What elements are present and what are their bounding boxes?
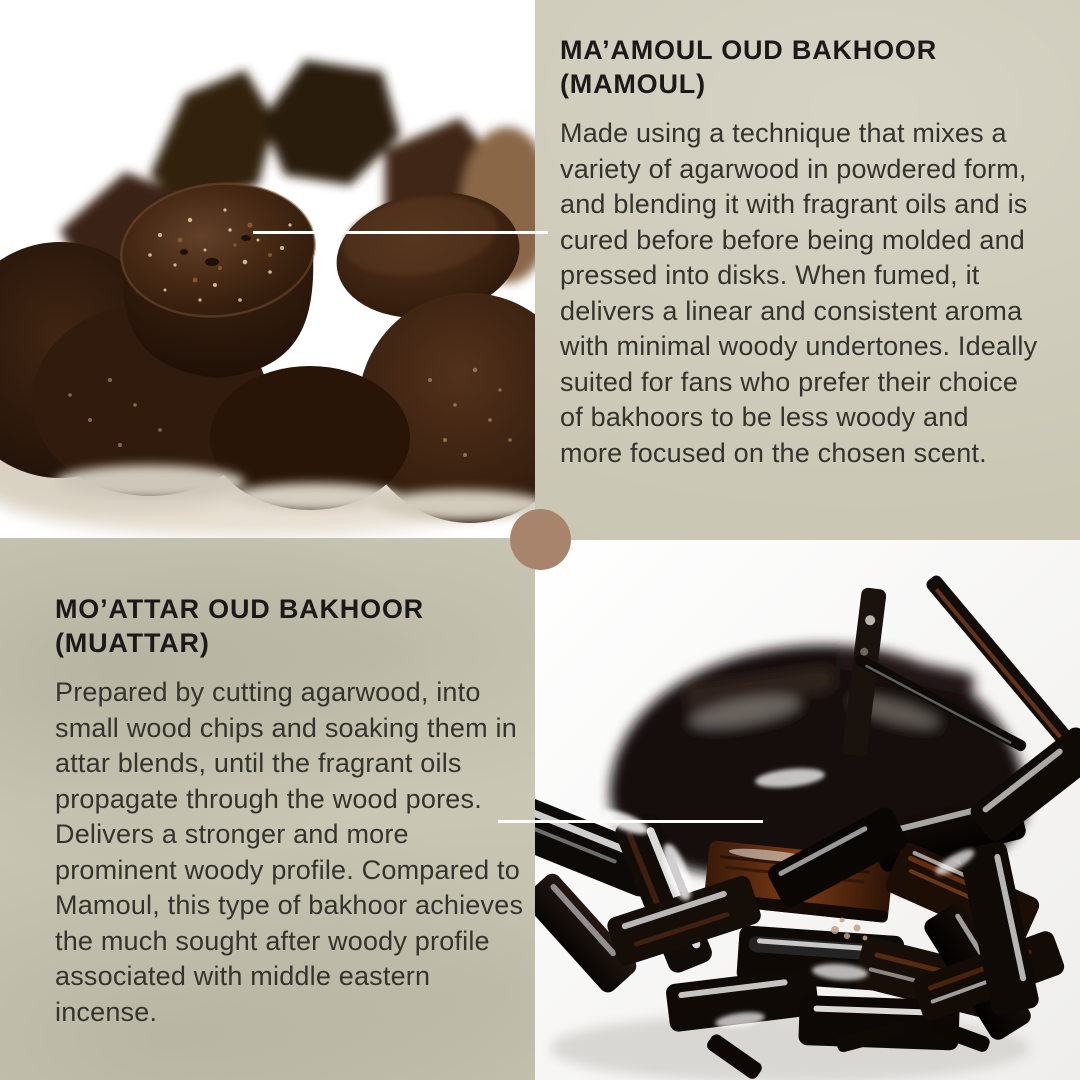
mamoul-body: Made using a technique that mixes a variety of agarwood in powdered form, and blending it with fragrant oils and is cured before before being molded and pressed into disks. When fumed, it delivers a linear and consistent aroma with minimal woody undertones. Ideally suited for fans who prefer their choice of bakhoors to be less woody and more focused on the chosen scent. (560, 118, 1038, 468)
muattar-title: MO’ATTAR OUD BAKHOOR (MUATTAR) (55, 594, 424, 658)
mamoul-title: MA’AMOUL OUD BAKHOOR (MAMOUL) (560, 35, 937, 99)
divider-dot (510, 509, 571, 570)
muattar-connector-line (498, 820, 763, 823)
muattar-photo-illustration (535, 540, 1080, 1080)
mamoul-connector-line (253, 231, 548, 234)
mamoul-photo (0, 0, 535, 538)
muattar-body: Prepared by cutting agarwood, into small wood chips and soaking them in attar blends, until the fragrant oils propagate through the wood pores. Delivers a stronger and more prominent woody profile. Compared to Mamoul, this type of bakhoor achieves the much sought after woody profile associated with middle eastern incense. (55, 677, 524, 1027)
muattar-section (55, 592, 533, 1030)
mamoul-photo-illustration (0, 0, 535, 538)
mamoul-section (560, 33, 1038, 471)
muattar-photo (535, 540, 1080, 1080)
